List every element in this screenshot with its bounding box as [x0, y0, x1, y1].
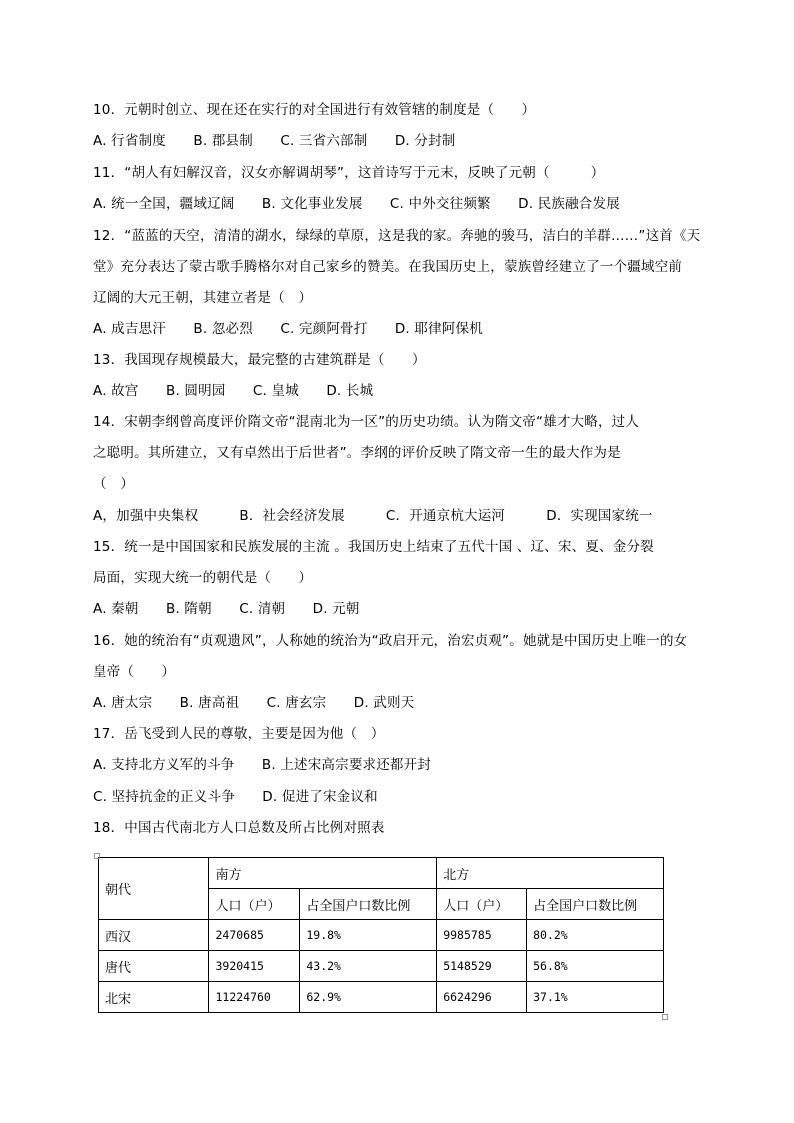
cell-north-ratio: 56.8%	[527, 951, 664, 982]
question-12-stem-line-2: 堂》充分表达了蒙古歌手腾格尔对自己家乡的赞美。在我国历史上，蒙族曾经建立了一个疆域空前	[93, 259, 683, 275]
question-16-stem-line-2: 皇帝（ ）	[93, 664, 176, 680]
cell-south-ratio: 43.2%	[300, 951, 437, 982]
question-14-stem-line-3: （ ）	[93, 476, 135, 492]
question-12-options: A. 成吉思汗 B. 忽必烈 C. 完颜阿骨打 D. 耶律阿保机	[93, 321, 483, 337]
cell-dynasty: 北宋	[99, 982, 209, 1013]
question-14-stem-line-1: 14．宋朝李纲曾高度评价隋文帝“混南北为一区”的历史功绩。认为隋文帝“雄才大略，过人	[93, 414, 640, 430]
population-table	[98, 857, 664, 1013]
cell-south-population: 11224760	[209, 982, 300, 1013]
question-11-options: A. 统一全国，疆域辽阔 B. 文化事业发展 C. 中外交往频繁 D. 民族融合发展	[93, 196, 620, 212]
question-15-options: A. 秦朝 B. 隋朝 C. 清朝 D. 元朝	[93, 601, 360, 617]
question-17-options-line-1: A. 支持北方义军的斗争 B. 上述宋高宗要求还都开封	[93, 757, 432, 773]
header-north-ratio: 占全国户口数比例	[527, 889, 664, 920]
cell-north-population: 6624296	[437, 982, 527, 1013]
cell-north-ratio: 37.1%	[527, 982, 664, 1013]
header-north: 北方	[437, 858, 664, 889]
question-16-stem-line-1: 16．她的统治有“贞观遗风”，人称她的统治为“政启开元，治宏贞观”。她就是中国历史上唯一的女	[93, 633, 688, 649]
question-13-stem: 13．我国现存规模最大，最完整的古建筑群是（ ）	[93, 352, 426, 368]
question-10-stem: 10．元朝时创立、现在还在实行的对全国进行有效管辖的制度是（ ）	[93, 102, 536, 118]
question-15-stem-line-2: 局面，实现大统一的朝代是（ ）	[93, 570, 313, 586]
question-12-stem-line-3: 辽阔的大元王朝，其建立者是（ ）	[93, 290, 313, 306]
header-south-ratio: 占全国户口数比例	[300, 889, 437, 920]
cell-south-ratio: 19.8%	[300, 920, 437, 951]
cell-north-ratio: 80.2%	[527, 920, 664, 951]
cell-south-population: 2470685	[209, 920, 300, 951]
header-south-population: 人口（户）	[209, 889, 300, 920]
cell-north-population: 9985785	[437, 920, 527, 951]
header-north-population: 人口（户）	[437, 889, 527, 920]
table-header-row	[99, 858, 664, 889]
table-row	[99, 982, 664, 1013]
header-south: 南方	[209, 858, 437, 889]
question-11-stem: 11．“胡人有妇解汉音，汉女亦解调胡琴”，这首诗写于元末，反映了元朝（ ）	[93, 165, 605, 181]
question-14-options: A，加强中央集权 B．社会经济发展 C．开通京杭大运河 D．实现国家统一	[93, 508, 653, 524]
question-18-stem: 18．中国古代南北方人口总数及所占比例对照表	[93, 820, 385, 836]
cell-dynasty: 西汉	[99, 920, 209, 951]
question-12-stem-line-1: 12．“蓝蓝的天空，清清的湖水，绿绿的草原，这是我的家。奔驰的骏马，洁白的羊群……”这首《天	[93, 228, 701, 244]
cell-south-ratio: 62.9%	[300, 982, 437, 1013]
question-17-stem: 17．岳飞受到人民的尊敬，主要是因为他（ ）	[93, 726, 385, 742]
table-resize-handle	[662, 1014, 668, 1020]
table-row	[99, 920, 664, 951]
cell-dynasty: 唐代	[99, 951, 209, 982]
cell-north-population: 5148529	[437, 951, 527, 982]
question-17-options-line-2: C. 坚持抗金的正义斗争 D. 促进了宋金议和	[93, 789, 378, 805]
question-16-options: A. 唐太宗 B. 唐高祖 C. 唐玄宗 D. 武则天	[93, 695, 415, 711]
cell-south-population: 3920415	[209, 951, 300, 982]
question-13-options: A. 故宫 B. 圆明园 C. 皇城 D. 长城	[93, 383, 374, 399]
question-15-stem-line-1: 15．统一是中国国家和民族发展的主流 。我国历史上结束了五代十国 、辽、宋、夏、金分裂	[93, 539, 654, 555]
question-14-stem-line-2: 之聪明。其所建立，又有卓然出于后世者”。李纲的评价反映了隋文帝一生的最大作为是	[93, 445, 621, 461]
header-dynasty: 朝代	[99, 858, 209, 920]
table-anchor-mark	[94, 853, 100, 859]
table-row	[99, 951, 664, 982]
question-10-options: A. 行省制度 B. 郡县制 C. 三省六部制 D. 分封制	[93, 133, 456, 149]
